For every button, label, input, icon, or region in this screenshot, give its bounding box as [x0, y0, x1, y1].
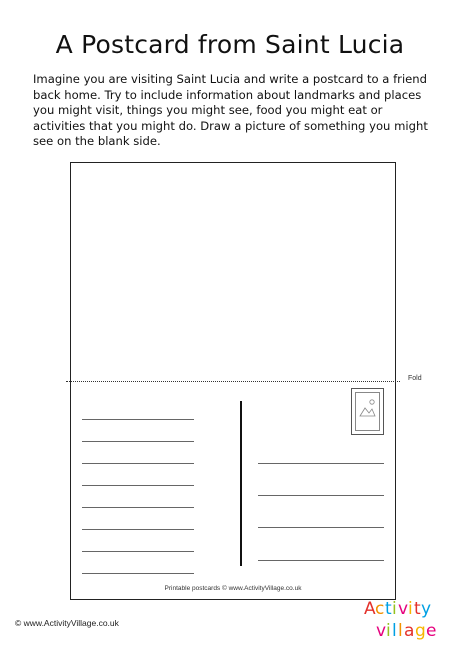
message-line: [82, 441, 194, 442]
svg-text:a: a: [404, 621, 415, 641]
address-line: [258, 560, 384, 561]
svg-text:t: t: [385, 599, 392, 619]
svg-text:e: e: [426, 621, 437, 641]
footer-credit: © www.ActivityVillage.co.uk: [15, 618, 119, 628]
svg-text:l: l: [392, 621, 397, 641]
instructions-text: Imagine you are visiting Saint Lucia and write a postcard to a friend back home. Try to include information about landmarks and places you might visit, things you might see, food you might eat or activities that you might do. Draw a picture of something you might see on the blank side.: [33, 72, 428, 148]
postcard-credit: Printable postcards © www.ActivityVillage.co.uk: [164, 585, 302, 592]
svg-text:g: g: [415, 621, 426, 641]
svg-text:v: v: [376, 621, 387, 641]
message-line: [82, 573, 194, 574]
message-line: [82, 485, 194, 486]
fold-line: [66, 381, 400, 382]
stamp-picture-icon: [358, 396, 377, 426]
svg-text:c: c: [375, 599, 385, 619]
svg-text:i: i: [392, 599, 397, 619]
svg-text:i: i: [408, 599, 413, 619]
message-line: [82, 507, 194, 508]
message-line: [82, 463, 194, 464]
svg-text:y: y: [421, 599, 432, 619]
svg-text:i: i: [386, 621, 391, 641]
fold-label: Fold: [408, 375, 422, 382]
svg-text:v: v: [398, 599, 409, 619]
svg-text:t: t: [414, 599, 421, 619]
message-line: [82, 419, 194, 420]
svg-text:A: A: [364, 599, 376, 619]
message-line: [82, 551, 194, 552]
address-line: [258, 527, 384, 528]
address-line: [258, 495, 384, 496]
address-line: [258, 463, 384, 464]
stamp-box: [351, 388, 384, 435]
svg-text:l: l: [398, 621, 403, 641]
message-line: [82, 529, 194, 530]
activity-village-logo: [362, 596, 448, 642]
postcard-divider: [240, 401, 242, 566]
stamp-inner-frame: [355, 392, 380, 431]
worksheet-title: A Postcard from Saint Lucia: [55, 30, 405, 59]
